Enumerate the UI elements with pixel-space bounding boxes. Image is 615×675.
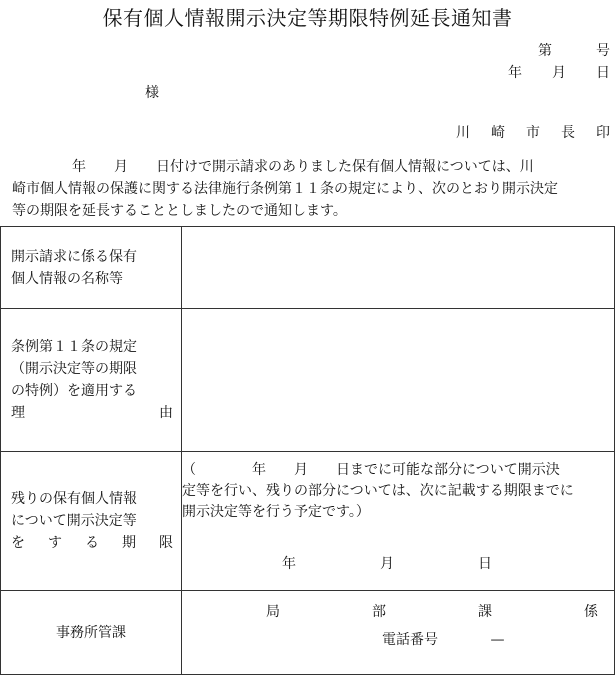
unit-label: 係 — [584, 604, 598, 620]
label-line — [11, 532, 173, 554]
label-line: 個人情報の名称等 — [11, 270, 123, 287]
info-name-field[interactable] — [182, 227, 615, 309]
deadline-date — [282, 553, 492, 573]
row-label — [1, 591, 182, 675]
reason-field[interactable] — [182, 309, 615, 452]
label-char: 由 — [159, 405, 173, 421]
form-row-reason — [1, 309, 615, 452]
issuer — [456, 122, 610, 142]
notice-paragraph — [12, 156, 615, 222]
paragraph-line: 崎市個人情報の保護に関する法律施行条例第１１条の規定により、次のとおり開示決定 — [12, 181, 558, 197]
label-char: を — [11, 535, 25, 551]
bureau-label: 局 — [266, 604, 280, 620]
division-label: 部 — [372, 604, 386, 620]
note-line: 定等を行い、残りの部分については、次に記載する期限までに — [182, 483, 574, 499]
label-line: 残りの保有個人情報 — [11, 491, 137, 507]
issuer-char: 市 — [526, 125, 540, 141]
document-number — [538, 40, 610, 60]
note-line: 開示決定等を行う予定です。） — [182, 504, 370, 520]
document-title: 保有個人情報開示決定等期限特例延長通知書 — [102, 6, 513, 30]
phone-label: 電話番号 — [382, 632, 438, 648]
label-line: （開示決定等の期限 — [11, 361, 137, 377]
phone-separator: — — [490, 632, 505, 648]
issuer-char: 崎 — [491, 125, 505, 141]
day-label: 日 — [478, 556, 492, 572]
issuer-char: 長 — [561, 125, 575, 141]
label-line: の特例）を適用する — [11, 383, 137, 399]
notice-form-table — [0, 226, 615, 675]
label-line: 条例第１１条の規定 — [11, 339, 137, 355]
paragraph-line: 等の期限を延長することとしましたので通知します。 — [12, 203, 347, 219]
day-label: 日 — [596, 65, 610, 81]
row-label — [1, 309, 182, 452]
paragraph-line: 年 月 日付けで開示請求のありました保有個人情報については、川 — [72, 159, 534, 175]
office-field[interactable] — [182, 591, 615, 675]
form-row-info-name — [1, 227, 615, 309]
department-line — [182, 601, 614, 621]
office-label: 事務所管課 — [56, 624, 126, 641]
label-line: について開示決定等 — [11, 513, 137, 529]
partial-disclosure-note — [182, 460, 614, 523]
label-line: 開示請求に係る保有 — [11, 248, 137, 265]
number-prefix: 第 — [538, 43, 552, 59]
label-char: 期 — [122, 535, 136, 551]
deadline-field[interactable] — [182, 452, 615, 591]
issuer-char: 川 — [456, 125, 470, 141]
issue-date — [508, 62, 610, 82]
month-label: 月 — [380, 556, 394, 572]
form-row-deadline — [1, 452, 615, 591]
label-char: す — [48, 535, 62, 551]
year-label: 年 — [508, 65, 522, 81]
row-label — [1, 227, 182, 309]
note-line: （ 年 月 日までに可能な部分について開示決 — [182, 462, 560, 478]
phone-line — [182, 629, 614, 649]
month-label: 月 — [552, 65, 566, 81]
section-label: 課 — [478, 604, 492, 620]
label-char: 限 — [159, 535, 173, 551]
row-label — [1, 452, 182, 591]
label-char: る — [85, 535, 99, 551]
form-row-office — [1, 591, 615, 675]
number-suffix: 号 — [596, 43, 610, 59]
year-label: 年 — [282, 556, 296, 572]
seal-mark: 印 — [596, 125, 610, 141]
addressee-suffix: 様 — [145, 85, 159, 101]
label-line — [11, 402, 173, 424]
label-char: 理 — [11, 405, 25, 421]
